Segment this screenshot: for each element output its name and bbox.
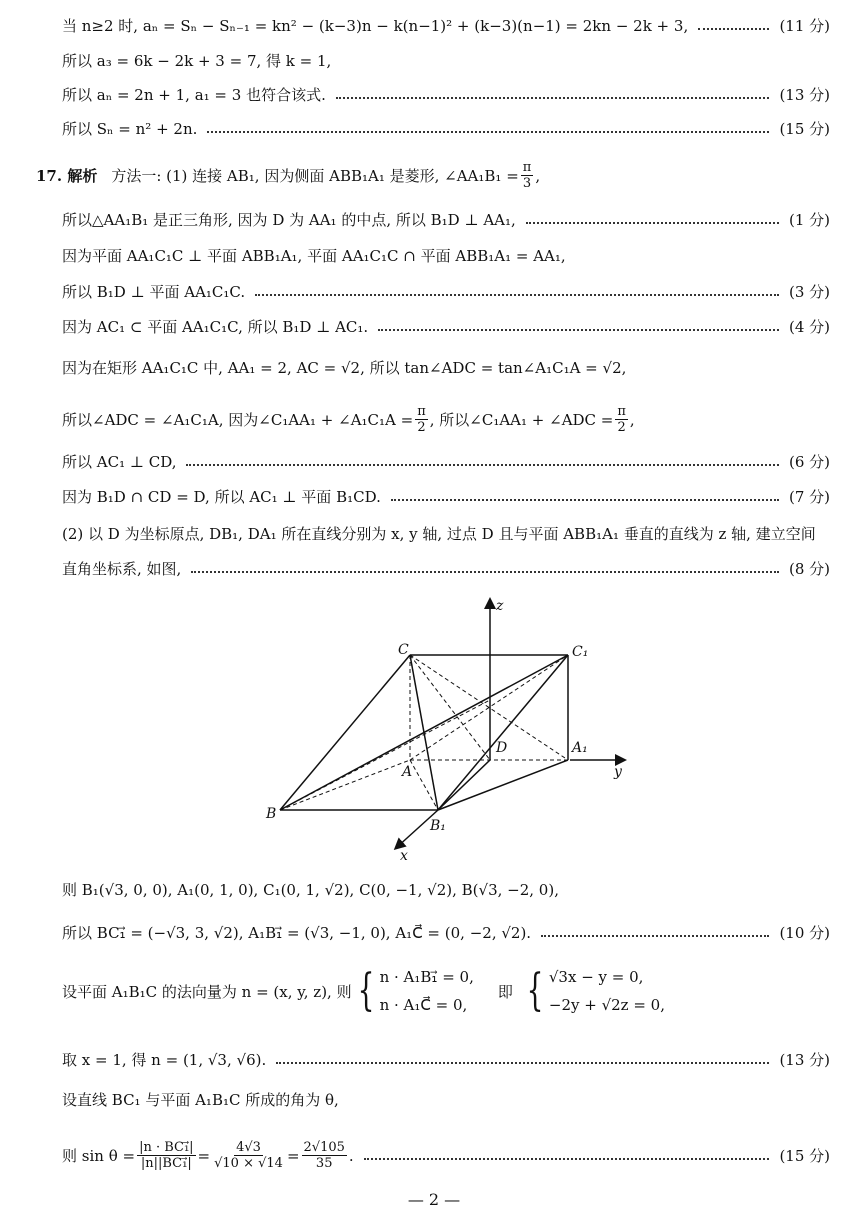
label-B: B xyxy=(266,806,277,822)
line-14: (2) 以 D 为坐标原点, DB₁, DA₁ 所在直线分别为 x, y 轴, 过点 D 且与平面 ABB₁A₁ 垂直的直线为 z 轴, 建立空间 xyxy=(62,525,816,543)
edge-B-C1-dash xyxy=(280,700,490,810)
line-2: 所以 a₃ = 6k − 2k + 3 = 7, 得 k = 1, xyxy=(62,52,332,70)
edge-C-B xyxy=(280,655,413,810)
label-x: x xyxy=(400,848,408,864)
edge-C-D xyxy=(410,655,490,760)
line-20: 设直线 BC₁ 与平面 A₁B₁C 所成的角为 θ, xyxy=(62,1091,339,1109)
edge-B1-D xyxy=(438,760,490,810)
line-16: 则 B₁(√3, 0, 0), A₁(0, 1, 0), C₁(0, 1, √2), C(0, −1, √2), B(√3, −2, 0), xyxy=(62,881,559,899)
line-21-sine: 则 sin θ = $\frac{\text{|n · BC₁⃗|}}{\text{|n||BC₁⃗|}}$ = $\frac{4√3}{√10 \times √14}$ = $\frac{2√105}{35}$ . (15 分) xyxy=(62,1140,830,1171)
page-number: — 2 — xyxy=(407,1190,461,1209)
line-11: 所以∠ADC = ∠A₁C₁A, 因为∠C₁AA₁ + ∠A₁C₁A = $\frac{\pi}{2}$ , 所以∠C₁AA₁ + ∠ADC = $\frac{\pi}{2}$ , xyxy=(62,404,635,435)
label-A1: A₁ xyxy=(572,740,588,756)
line-10: 因为在矩形 AA₁C₁C 中, AA₁ = 2, AC = √2, 所以 tan∠ADC = tan∠A₁C₁A = √2, xyxy=(62,359,627,377)
label-D: D xyxy=(496,740,508,756)
line-5-problem-17: 17. 解析 方法一: (1) 连接 AB₁, 因为侧面 ABB₁A₁ 是菱形, ∠AA₁B₁ = $\frac{\pi}{3}$ , xyxy=(36,160,541,191)
geometry-figure xyxy=(262,592,642,872)
line-12: 所以 AC₁ ⊥ CD, (6 分) xyxy=(62,453,830,471)
line-9: 因为 AC₁ ⊂ 平面 AA₁C₁C, 所以 B₁D ⊥ AC₁. (4 分) xyxy=(62,318,830,336)
line-1: 当 n≥2 时, aₙ = Sₙ − Sₙ₋₁ = kn² − (k−3)n − k(n−1)² + (k−3)(n−1) = 2kn − 2k + 3, (11 分) xyxy=(62,17,830,35)
line-13: 因为 B₁D ∩ CD = D, 所以 AC₁ ⊥ 平面 B₁CD. (7 分) xyxy=(62,488,830,506)
line-8: 所以 B₁D ⊥ 平面 AA₁C₁C. (3 分) xyxy=(62,283,830,301)
line-15: 直角坐标系, 如图, (8 分) xyxy=(62,560,830,578)
line-18-normal-vector: 设平面 A₁B₁C 的法向量为 n = (x, y, z), 则 { n · A₁B₁⃗ = 0, n · A₁C⃗ = 0, 即 { √3x − y = 0, −2y + √2z = 0, xyxy=(62,965,665,1016)
line-19: 取 x = 1, 得 n = (1, √3, √6). (13 分) xyxy=(62,1051,830,1069)
line-7: 因为平面 AA₁C₁C ⊥ 平面 ABB₁A₁, 平面 AA₁C₁C ∩ 平面 ABB₁A₁ = AA₁, xyxy=(62,247,566,265)
edge-B1-C1 xyxy=(438,655,568,810)
edge-B1-A1 xyxy=(438,760,568,810)
label-z: z xyxy=(496,598,504,614)
edge-C-B1-dash xyxy=(410,655,438,810)
line-17: 所以 BC₁⃗ = (−√3, 3, √2), A₁B₁⃗ = (√3, −1, 0), A₁C⃗ = (0, −2, √2). (10 分) xyxy=(62,924,830,942)
label-C: C xyxy=(398,642,409,658)
label-A: A xyxy=(402,764,413,780)
label-C1: C₁ xyxy=(572,644,589,660)
label-B1: B₁ xyxy=(430,818,446,834)
edge-B-A xyxy=(280,760,413,810)
line-6: 所以△AA₁B₁ 是正三角形, 因为 D 为 AA₁ 的中点, 所以 B₁D ⊥ AA₁, (1 分) xyxy=(62,211,830,229)
line-4: 所以 Sₙ = n² + 2n. (15 分) xyxy=(62,120,830,138)
label-y: y xyxy=(614,764,622,780)
line-3: 所以 aₙ = 2n + 1, a₁ = 3 也符合该式. (13 分) xyxy=(62,86,830,104)
